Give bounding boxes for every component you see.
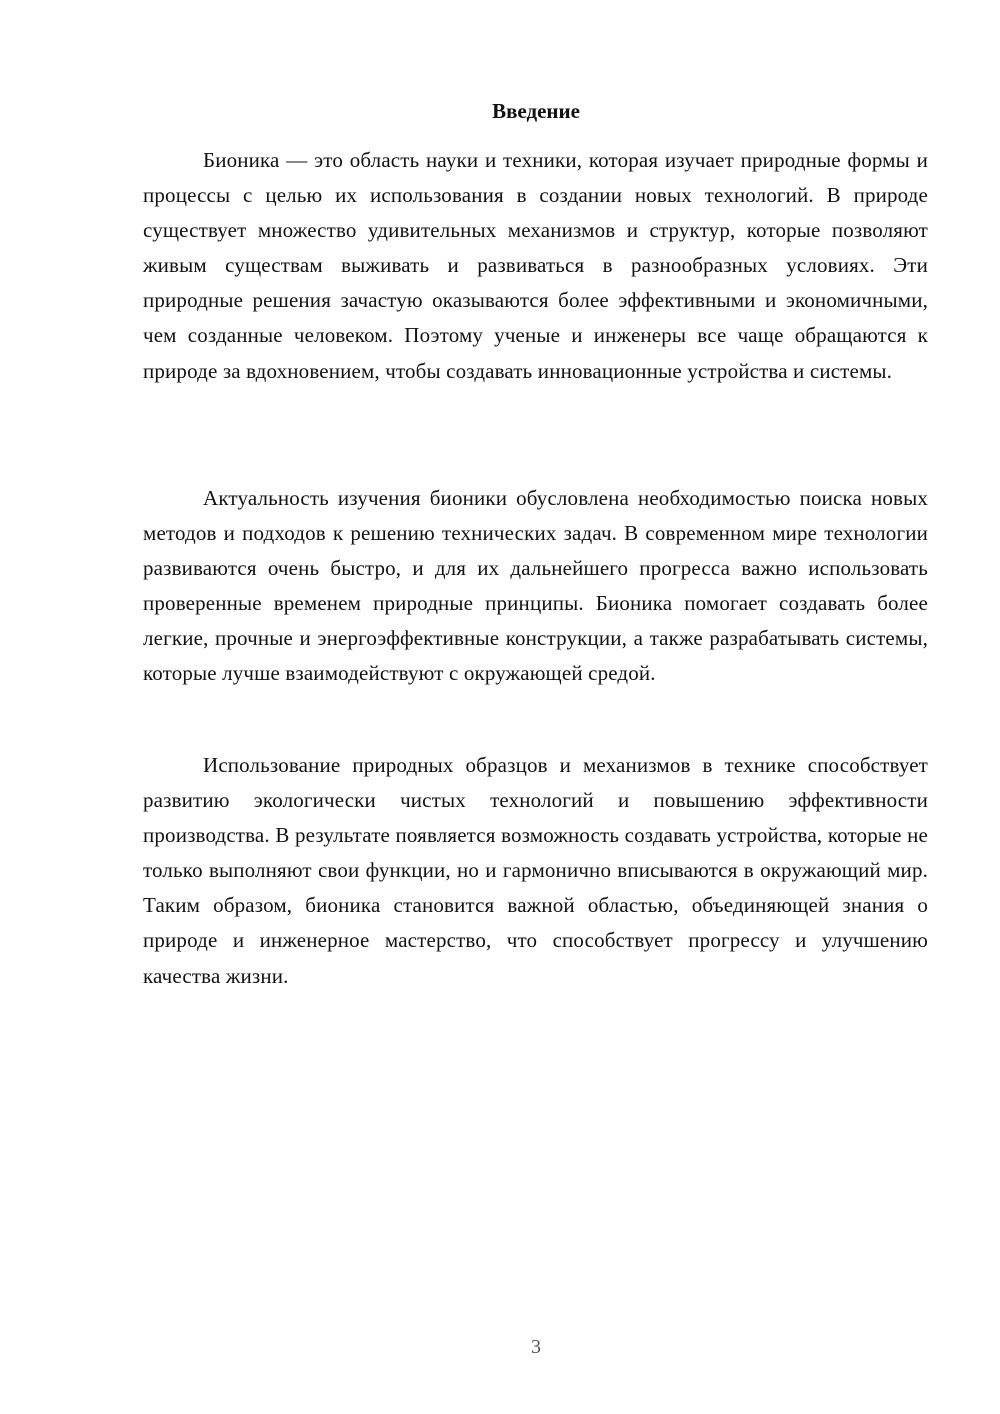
paragraph-conclusion: Использование природных образцов и механизмов в технике способствует развитию экологически чистых технологий и повышению эффективности производства. В результате появляется возможность создавать устройства, которые не только выполняют свои функции, но и гармонично вписываются в окружающий мир. Таким образом, бионика становится важной областью, объединяющей знания о природе и инженерное мастерство, что способствует прогрессу и улучшению качества жизни.: [143, 753, 928, 988]
paragraph-bionics-definition: Бионика — это область науки и техники, которая изучает природные формы и процессы с целью их использования в создании новых технологий. В природе существует множество удивительных механизмов и структур, которые позволяют живым существам выживать и развиваться в разнообразных условиях. Эти природные решения зачастую оказываются более эффективными и экономичными, чем созданные человеком. Поэтому ученые и инженеры все чаще обращаются к природе за вдохновением, чтобы создавать инновационные устройства и системы.: [143, 148, 928, 383]
paragraph-relevance: Актуальность изучения бионики обусловлена необходимостью поиска новых методов и подходов к решению технических задач. В современном мире технологии развиваются очень быстро, и для их дальнейшего прогресса важно использовать проверенные временем природные принципы. Бионика помогает создавать более легкие, прочные и энергоэффективные конструкции, а также разрабатывать системы, которые лучше взаимодействуют с окружающей средой.: [143, 486, 928, 686]
page-title: Введение: [492, 99, 580, 123]
page-number: 3: [531, 1336, 541, 1358]
